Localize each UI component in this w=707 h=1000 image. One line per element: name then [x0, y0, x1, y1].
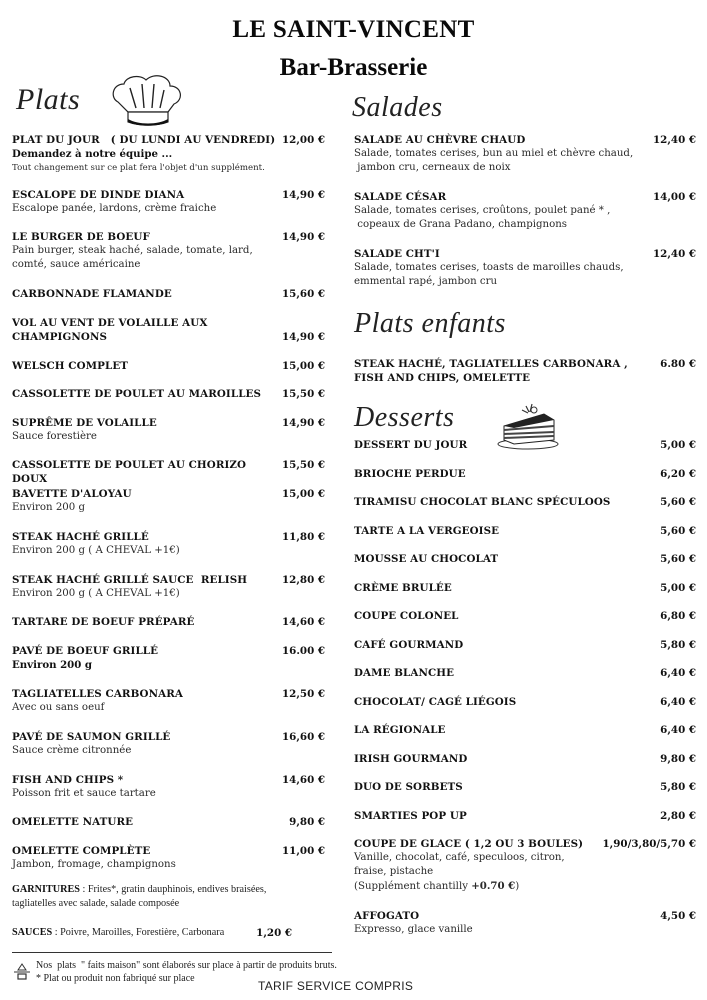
item-price: 15,50 € [282, 388, 325, 400]
right-column [354, 133, 696, 943]
menu-item [12, 730, 325, 758]
footer-divider [12, 952, 332, 953]
item-price: 6,40 € [660, 696, 696, 708]
menu-item [12, 387, 325, 401]
menu-item [12, 133, 325, 175]
item-name: CARBONNADE FLAMANDE [12, 288, 172, 300]
item-price: 11,80 € [282, 531, 325, 543]
restaurant-name: LE SAINT-VINCENT [232, 16, 475, 43]
item-name: COUPE DE GLACE ( 1,2 OU 3 BOULES) [354, 838, 584, 850]
item-name: DUO DE SORBETS [354, 781, 463, 793]
item-name: CHAMPIGNONS [12, 331, 107, 343]
menu-item [12, 844, 325, 872]
item-name: BAVETTE D'ALOYAU [12, 488, 132, 500]
item-price: 5,00 € [660, 439, 696, 451]
item-name: TARTARE DE BOEUF PRÉPARÉ [12, 616, 195, 628]
item-name: SUPRÊME DE VOLAILLE [12, 417, 157, 429]
item-price: 1,90/3,80/5,70 € [602, 838, 696, 850]
item-price: 5,80 € [660, 781, 696, 793]
garnitures-label: GARNITURES [12, 884, 80, 895]
menu-item [12, 230, 325, 272]
item-price: 5,60 € [660, 496, 696, 508]
item-name: LA RÉGIONALE [354, 724, 446, 736]
item-description: Sauce forestière [12, 431, 97, 442]
menu-item [12, 615, 325, 629]
item-price: 9,80 € [660, 753, 696, 765]
item-name: SALADE AU CHÈVRE CHAUD [354, 134, 526, 146]
item-description: Salade, tomates cerises, toasts de maroilles chauds, [354, 262, 624, 273]
item-price: 14,60 € [282, 774, 325, 786]
item-price: 5,00 € [660, 582, 696, 594]
menu-item [354, 809, 696, 823]
menu-item [354, 837, 696, 894]
item-name: OMELETTE NATURE [12, 816, 134, 828]
sauces-price: 1,20 € [256, 927, 292, 939]
item-name: CASSOLETTE DE POULET AU CHORIZO DOUX [12, 459, 247, 485]
section-heading-plats: Plats [16, 83, 81, 116]
menu-item [12, 416, 325, 444]
item-name: WELSCH COMPLET [12, 360, 129, 372]
menu-item [12, 773, 325, 801]
item-price: 12,50 € [282, 688, 325, 700]
item-description: Demandez à notre équipe ... [12, 148, 173, 160]
item-price: 14,90 € [282, 417, 325, 429]
menu-item [12, 316, 325, 344]
item-name: TIRAMISU CHOCOLAT BLANC SPÉCULOOS [354, 496, 611, 508]
item-price: 12,40 € [653, 134, 696, 146]
menu-item [354, 695, 696, 709]
item-price: 2,80 € [660, 810, 696, 822]
section-heading-desserts: Desserts [354, 402, 455, 433]
menu-item [12, 188, 325, 216]
item-description: Escalope panée, lardons, crème fraiche [12, 203, 217, 214]
garnitures-text: tagliatelles avec salade, salade composée [12, 898, 180, 909]
item-name: PLAT DU JOUR ( DU LUNDI AU VENDREDI) [12, 134, 276, 146]
item-name: LE BURGER DE BOEUF [12, 231, 150, 243]
plats-column [12, 133, 325, 943]
item-description: fraise, pistache [354, 866, 434, 877]
item-description: Vanille, chocolat, café, speculoos, citron, [354, 852, 565, 863]
supplement-text: (Supplément chantilly [354, 881, 472, 892]
item-price: 15,00 € [282, 360, 325, 372]
supplement-text: ) [515, 881, 520, 892]
item-price: 14,90 € [282, 189, 325, 201]
item-description: copeaux de Grana Padano, champignons [354, 219, 568, 230]
fait-maison-note: Nos plats " faits maison" sont élaborés sur place à partir de produits bruts. [36, 960, 337, 971]
menu-item [12, 359, 325, 373]
item-name: CRÈME BRULÉE [354, 582, 452, 594]
menu-item [354, 780, 696, 794]
menu-item [354, 190, 696, 232]
section-heading-plats-enfants: Plats enfants [354, 308, 506, 339]
item-price: 12,00 € [282, 134, 325, 146]
menu-item [354, 524, 696, 538]
garnitures-note [12, 883, 325, 911]
item-name: DESSERT DU JOUR [354, 439, 468, 451]
menu-item [354, 638, 696, 652]
item-name: SALADE CÉSAR [354, 191, 447, 203]
item-price: 4,50 € [660, 910, 696, 922]
item-price: 14,00 € [653, 191, 696, 203]
item-name: SALADE CHT'I [354, 248, 440, 260]
item-name: CHOCOLAT/ CAGÉ LIÉGOIS [354, 696, 517, 708]
item-price: 15,60 € [282, 288, 325, 300]
item-name: DAME BLANCHE [354, 667, 455, 679]
item-price: 5,80 € [660, 639, 696, 651]
menu-item [354, 581, 696, 595]
menu-item [12, 530, 325, 558]
item-price: 9,80 € [289, 816, 325, 828]
item-price: 11,00 € [282, 845, 325, 857]
item-supplement [354, 879, 696, 894]
item-description: emmental rapé, jambon cru [354, 276, 498, 287]
item-price: 14,90 € [282, 331, 325, 343]
restaurant-subtitle: Bar-Brasserie [279, 54, 428, 81]
section-heading-salades: Salades [352, 92, 443, 123]
item-price: 16,60 € [282, 731, 325, 743]
item-name: TAGLIATELLES CARBONARA [12, 688, 183, 700]
item-price: 6.80 € [660, 358, 696, 370]
item-note: Tout changement sur ce plat fera l'objet d'un supplément. [12, 163, 265, 173]
item-name: STEAK HACHÉ GRILLÉ [12, 531, 149, 543]
item-name: TARTE A LA VERGEOISE [354, 525, 500, 537]
item-name: SMARTIES POP UP [354, 810, 467, 822]
item-price: 5,60 € [660, 553, 696, 565]
item-name: ESCALOPE DE DINDE DIANA [12, 189, 185, 201]
menu-item [354, 357, 696, 385]
menu-item [12, 644, 325, 672]
item-description: Sauce crème citronnée [12, 745, 132, 756]
item-price: 15,00 € [282, 488, 325, 500]
tarif-service-compris: TARIF SERVICE COMPRIS [258, 979, 414, 993]
menu-item [354, 133, 696, 175]
item-description: jambon cru, cerneaux de noix [354, 162, 511, 173]
non-fabrique-note: * Plat ou produit non fabriqué sur place [36, 973, 195, 984]
menu-item [354, 247, 696, 289]
item-name: FISH AND CHIPS * [12, 774, 124, 786]
menu-item [12, 487, 325, 515]
item-description: Jambon, fromage, champignons [12, 859, 176, 870]
item-price: 5,60 € [660, 525, 696, 537]
item-price: 15,50 € [282, 459, 325, 471]
item-price: 6,80 € [660, 610, 696, 622]
item-price: 12,80 € [282, 574, 325, 586]
item-description: Expresso, glace vanille [354, 924, 473, 935]
item-price: 6,40 € [660, 667, 696, 679]
garnitures-text: : Frites*, gratin dauphinois, endives braisées, [79, 884, 267, 895]
supplement-price: +0.70 € [471, 880, 516, 892]
item-description: Pain burger, steak haché, salade, tomate, lard, [12, 245, 253, 256]
menu-item [354, 467, 696, 481]
item-price: 14,60 € [282, 616, 325, 628]
item-name: OMELETTE COMPLÈTE [12, 845, 151, 857]
item-name: STEAK HACHÉ GRILLÉ SAUCE RELISH [12, 574, 248, 586]
item-price: 6,20 € [660, 468, 696, 480]
menu-item [12, 687, 325, 715]
menu-item [354, 609, 696, 623]
item-name: PAVÉ DE SAUMON GRILLÉ [12, 731, 171, 743]
item-description: Environ 200 g [12, 502, 86, 513]
item-description: Environ 200 g ( A CHEVAL +1€) [12, 545, 180, 556]
item-description: comté, sauce américaine [12, 259, 141, 270]
item-name: COUPE COLONEL [354, 610, 459, 622]
item-price: 14,90 € [282, 231, 325, 243]
item-name: STEAK HACHÉ, TAGLIATELLES CARBONARA , [354, 358, 628, 370]
sauces-text: : Poivre, Maroilles, Forestière, Carbonara [52, 927, 225, 938]
item-name: FISH AND CHIPS, OMELETTE [354, 372, 531, 384]
sauces-note [12, 926, 292, 940]
sauces-label: SAUCES [12, 927, 53, 938]
menu-item [354, 552, 696, 566]
house-pan-icon [12, 962, 32, 982]
menu-item [354, 909, 696, 937]
item-price: 16.00 € [282, 645, 325, 657]
item-name: MOUSSE AU CHOCOLAT [354, 553, 499, 565]
item-name: IRISH GOURMAND [354, 753, 468, 765]
item-description: Environ 200 g [12, 659, 93, 671]
menu-item [12, 573, 325, 601]
item-description: Poisson frit et sauce tartare [12, 788, 156, 799]
item-name: VOL AU VENT DE VOLAILLE AUX [12, 317, 208, 329]
item-price: 12,40 € [653, 248, 696, 260]
menu-item [354, 495, 696, 509]
menu-item [12, 287, 325, 301]
menu-item [12, 458, 325, 486]
item-name: BRIOCHE PERDUE [354, 468, 466, 480]
item-description: Environ 200 g ( A CHEVAL +1€) [12, 588, 180, 599]
menu-item [354, 723, 696, 737]
item-name: PAVÉ DE BOEUF GRILLÉ [12, 645, 159, 657]
item-name: CASSOLETTE DE POULET AU MAROILLES [12, 388, 262, 400]
menu-item [354, 666, 696, 680]
item-name: CAFÉ GOURMAND [354, 639, 464, 651]
item-name: AFFOGATO [354, 910, 420, 922]
item-description: Salade, tomates cerises, bun au miel et chèvre chaud, [354, 148, 634, 159]
menu-item [354, 438, 696, 452]
item-price: 6,40 € [660, 724, 696, 736]
menu-item [12, 815, 325, 829]
item-description: Salade, tomates cerises, croûtons, poulet pané * , [354, 205, 611, 216]
chef-hat-icon [108, 72, 186, 128]
menu-item [354, 752, 696, 766]
item-description: Avec ou sans oeuf [12, 702, 105, 713]
